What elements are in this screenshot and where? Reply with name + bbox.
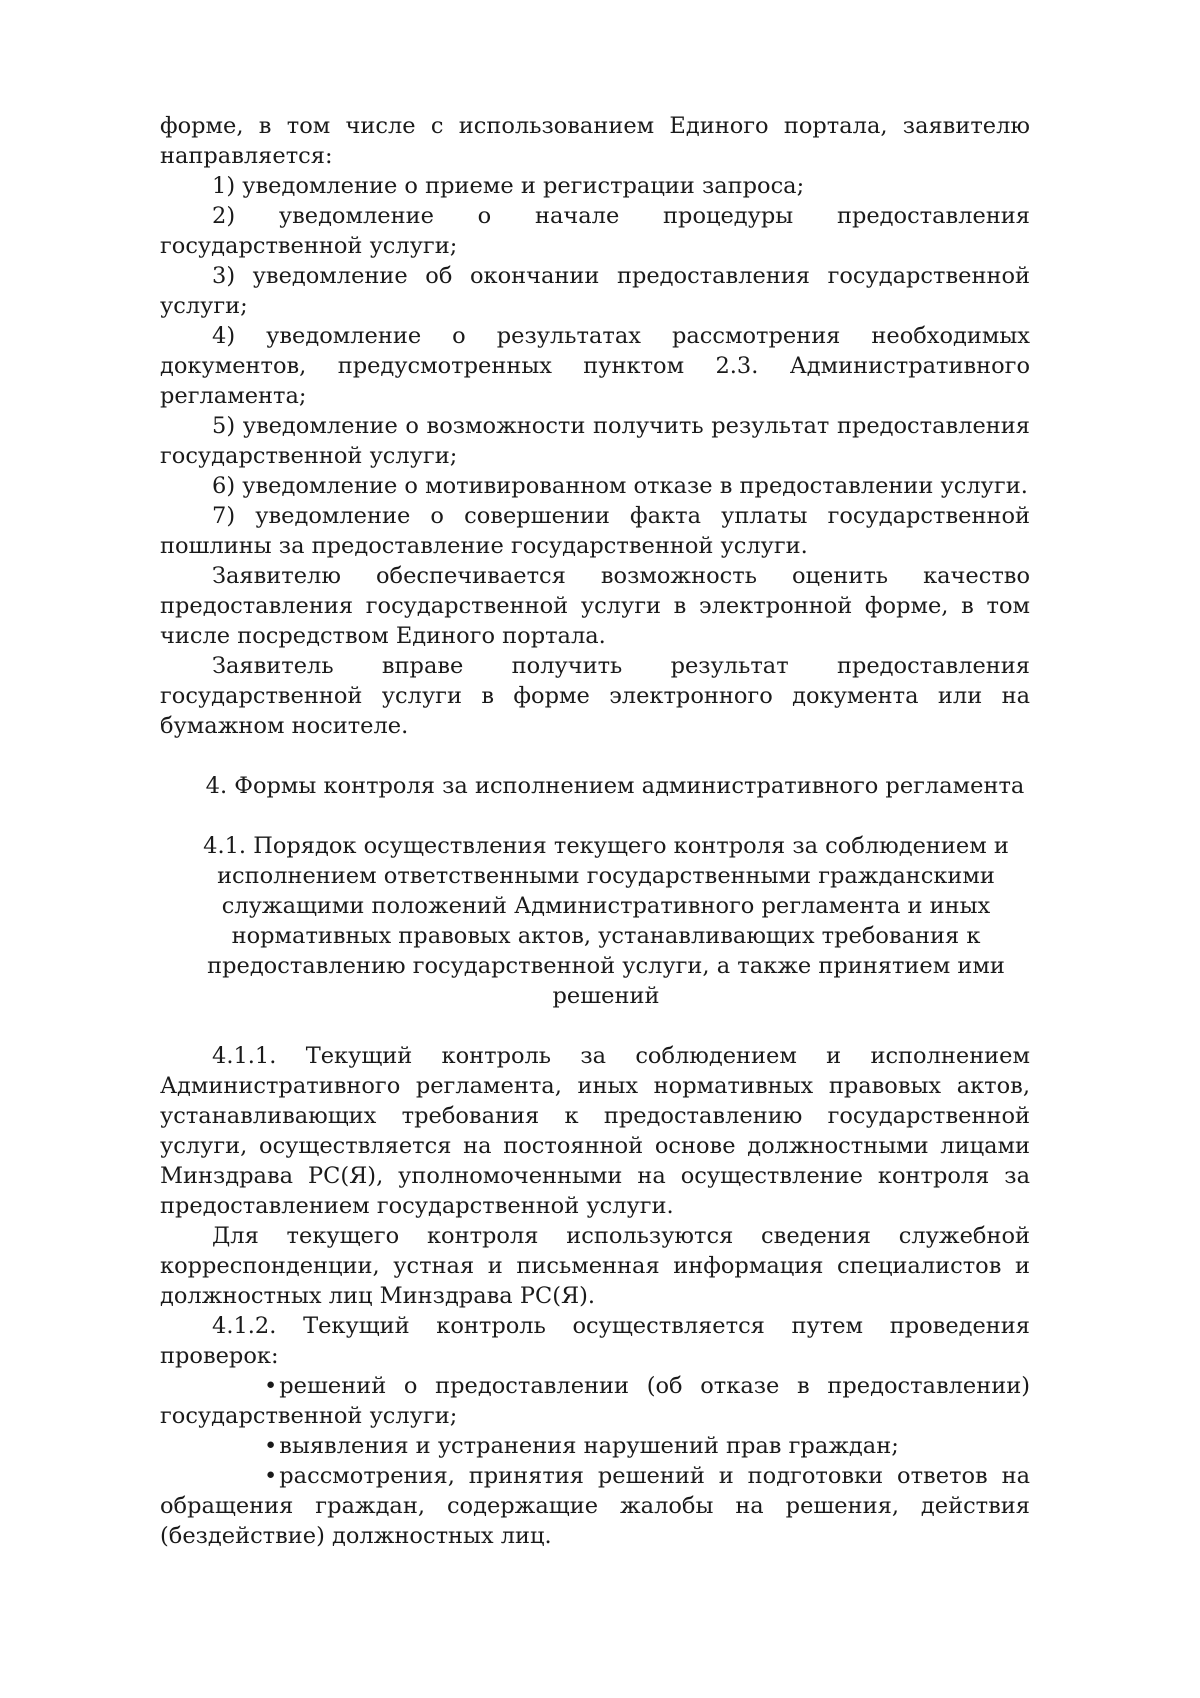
bullet-text: решений о предоставлении (об отказе в предоставлении) государственной услуги; xyxy=(160,1373,1030,1429)
subsection-heading: 4.1. Порядок осуществления текущего контроля за соблюдением и исполнением ответственными государственными гражданскими служащими положений Административного регламента и иных нормативных правовых актов, устанавливающих требования к предоставлению государственной услуги, а также принятием ими решений xyxy=(203,833,1009,1009)
paragraph: Заявитель вправе получить результат предоставления государственной услуги в форме электронного документа или на бумажном носителе. xyxy=(160,653,1030,739)
list-item: 3) уведомление об окончании предоставления государственной услуги; xyxy=(160,263,1030,319)
document-body xyxy=(160,111,1030,1551)
list-item: 7) уведомление о совершении факта уплаты государственной пошлины за предоставление государственной услуги. xyxy=(160,503,1030,559)
list-item: 6) уведомление о мотивированном отказе в предоставлении услуги. xyxy=(212,473,1028,499)
bullet-text: выявления и устранения нарушений прав граждан; xyxy=(279,1433,899,1459)
bullet-text: рассмотрения, принятия решений и подготовки ответов на обращения граждан, содержащие жалобы на решения, действия (бездействие) должностных лиц. xyxy=(160,1463,1030,1549)
paragraph: Для текущего контроля используются сведения служебной корреспонденции, устная и письменная информация специалистов и должностных лиц Минздрава РС(Я). xyxy=(160,1223,1030,1309)
paragraph: 4.1.2. Текущий контроль осуществляется путем проведения проверок: xyxy=(160,1313,1030,1369)
list-item: 2) уведомление о начале процедуры предоставления государственной услуги; xyxy=(160,203,1030,259)
bullet-item xyxy=(160,1461,1030,1551)
list-item: 5) уведомление о возможности получить результат предоставления государственной услуги; xyxy=(160,413,1030,469)
paragraph: 4.1.1. Текущий контроль за соблюдением и исполнением Административного регламента, иных нормативных правовых актов, устанавливающих требования к предоставлению государственной услуги, осуществляется на постоянной основе должностными лицами Минздрава РС(Я), уполномоченными на осуществление контроля за предоставлением государственной услуги. xyxy=(160,1043,1030,1219)
bullet-icon: • xyxy=(264,1433,278,1459)
bullet-item xyxy=(160,1371,1030,1431)
bullet-item xyxy=(160,1431,1030,1461)
list-item: 1) уведомление о приеме и регистрации запроса; xyxy=(212,173,805,199)
list-item: 4) уведомление о результатах рассмотрения необходимых документов, предусмотренных пунктом 2.3. Административного регламента; xyxy=(160,323,1030,409)
paragraph: Заявителю обеспечивается возможность оценить качество предоставления государственной услуги в электронной форме, в том числе посредством Единого портала. xyxy=(160,563,1030,649)
bullet-icon: • xyxy=(264,1373,278,1399)
bullet-icon: • xyxy=(264,1463,278,1489)
section-heading: 4. Формы контроля за исполнением административного регламента xyxy=(205,773,1025,799)
paragraph-continuation: форме, в том числе с использованием Единого портала, заявителю направляется: xyxy=(160,113,1030,169)
